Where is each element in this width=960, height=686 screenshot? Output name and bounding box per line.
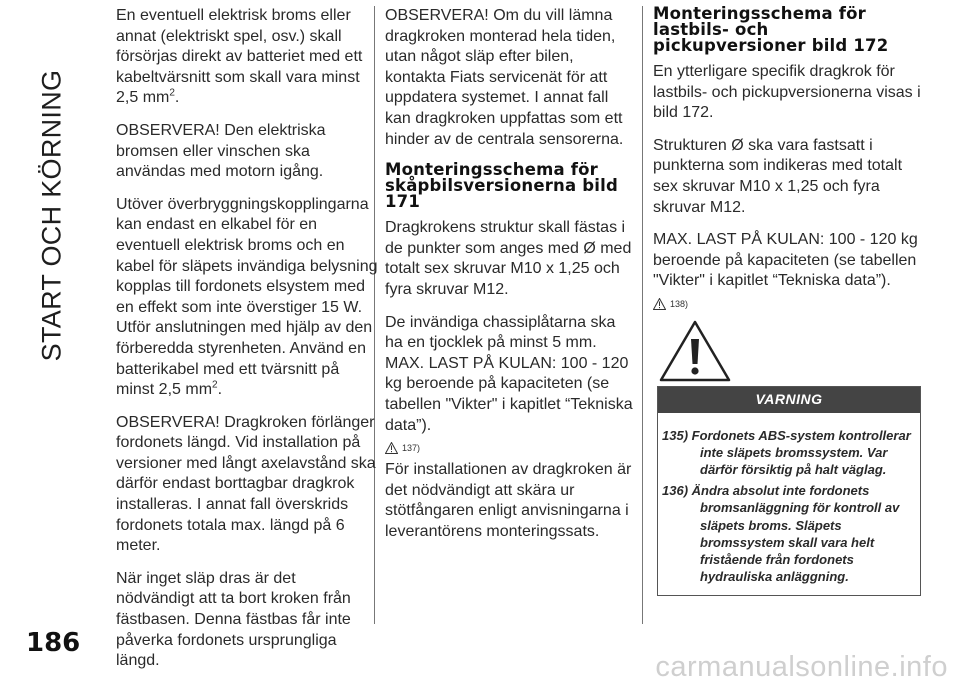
section-heading: Monteringsschema för skåpbilsversionerna bild 171 — [385, 160, 619, 212]
warning-box — [657, 386, 921, 596]
warning-triangle-icon — [659, 320, 731, 382]
paragraph: MAX. LAST PÅ KULAN: 100 - 120 kg beroende på kapaciteten (se tabellen "Vikter" i kapitlet “Tekniska data”). — [653, 231, 918, 290]
warning-list — [658, 413, 920, 596]
watermark: carmanualsonline.info — [655, 651, 948, 683]
paragraph: Strukturen Ø ska vara fastsatt i punkterna som indikeras med totalt sex skruvar M10 x 1,25 och fyra skruvar M12. — [653, 136, 903, 216]
paragraph: OBSERVERA! Om du vill lämna dragkroken monterad hela tiden, utan något släp efter bilen, kontakta Fiats servicenät för att uppdatera systemet. I annat fall kan dragkroken uppfattas som ett hinder av de centrala sensorerna. — [385, 7, 624, 148]
paragraph: En ytterligare specifik dragkrok för lastbils- och pickupversionerna visas i bild 172. — [653, 63, 921, 122]
column-divider — [642, 6, 643, 624]
warning-item: 136) Ändra absolut inte fordonets bromsanläggning för kontroll av släpets broms. Släpets bromssystem skall vara helt fristående från fordonets hydrauliska anläggning. — [662, 483, 900, 585]
paragraph: De invändiga chassiplåtarna ska ha en tjocklek på minst 5 mm. MAX. LAST PÅ KULAN: 100 - 120 kg beroende på kapaciteten (se tabellen "Vikter" i kapitlet “Tekniska data”). — [385, 313, 633, 434]
paragraph: OBSERVERA! Dragkroken förlänger fordonets längd. Vid installation på versioner med långt axelavstånd ska därför endast borttagbar dragkrok installeras. I annat fall överskrids fordonets totala max. längd på 6 meter. — [116, 413, 376, 555]
warning-triangle-icon — [653, 298, 666, 310]
paragraph: När inget släp dras är det nödvändigt att ta bort kroken från fästbasen. Denna fästbas får inte påverka fordonets ursprungliga längd. — [116, 569, 351, 670]
section-tab — [32, 0, 72, 430]
section-tab-label: START OCH KÖRNING — [36, 69, 67, 361]
column-2 — [385, 6, 637, 554]
reference-number: 137) — [402, 443, 421, 454]
paragraph: För installationen av dragkroken är det nödvändigt att skära ur stötfångaren enligt anvisningarna i leverantörens monteringssats. — [385, 461, 632, 540]
column-3 — [653, 6, 921, 596]
warning-reference — [653, 298, 921, 310]
page-number: 186 — [26, 628, 81, 658]
warning-reference — [385, 442, 637, 454]
paragraph: Utöver överbryggningskopplingarna kan endast en elkabel för en eventuell elektrisk broms och en kabel för släpets invändiga belysning kopplas till fordonets elsystem med en effekt som inte överstiger 15 W. Utför anslutningen med hjälp av den förberedda styrenheten. Använd en batterikabel med ett tvärsnitt på minst 2,5 $mm^2$. — [116, 195, 378, 399]
warning-triangle-icon — [385, 442, 398, 454]
warning-item: 135) Fordonets ABS-system kontrollerar inte släpets bromssystem. Var därför försiktig på halt väglag. — [662, 427, 911, 477]
section-heading: Monteringsschema för lastbils- och pickupversioner bild 172 — [653, 4, 889, 55]
warning-title: VARNING — [658, 386, 920, 413]
paragraph: OBSERVERA! Den elektriska bromsen eller vinschen ska användas med motorn igång. — [116, 121, 326, 181]
paragraph: En eventuell elektrisk broms eller annat (elektriskt spel, osv.) skall försörjas direkt av batteriet med ett kabeltvärsnitt som skall vara minst 2,5 $mm^2$. — [116, 7, 363, 107]
paragraph: Dragkrokens struktur skall fästas i de punkter som anges med Ø med totalt sex skruvar M10 x 1,25 och fyra skruvar M12. — [385, 219, 632, 298]
reference-number: 138) — [670, 298, 689, 309]
column-1 — [116, 6, 378, 684]
